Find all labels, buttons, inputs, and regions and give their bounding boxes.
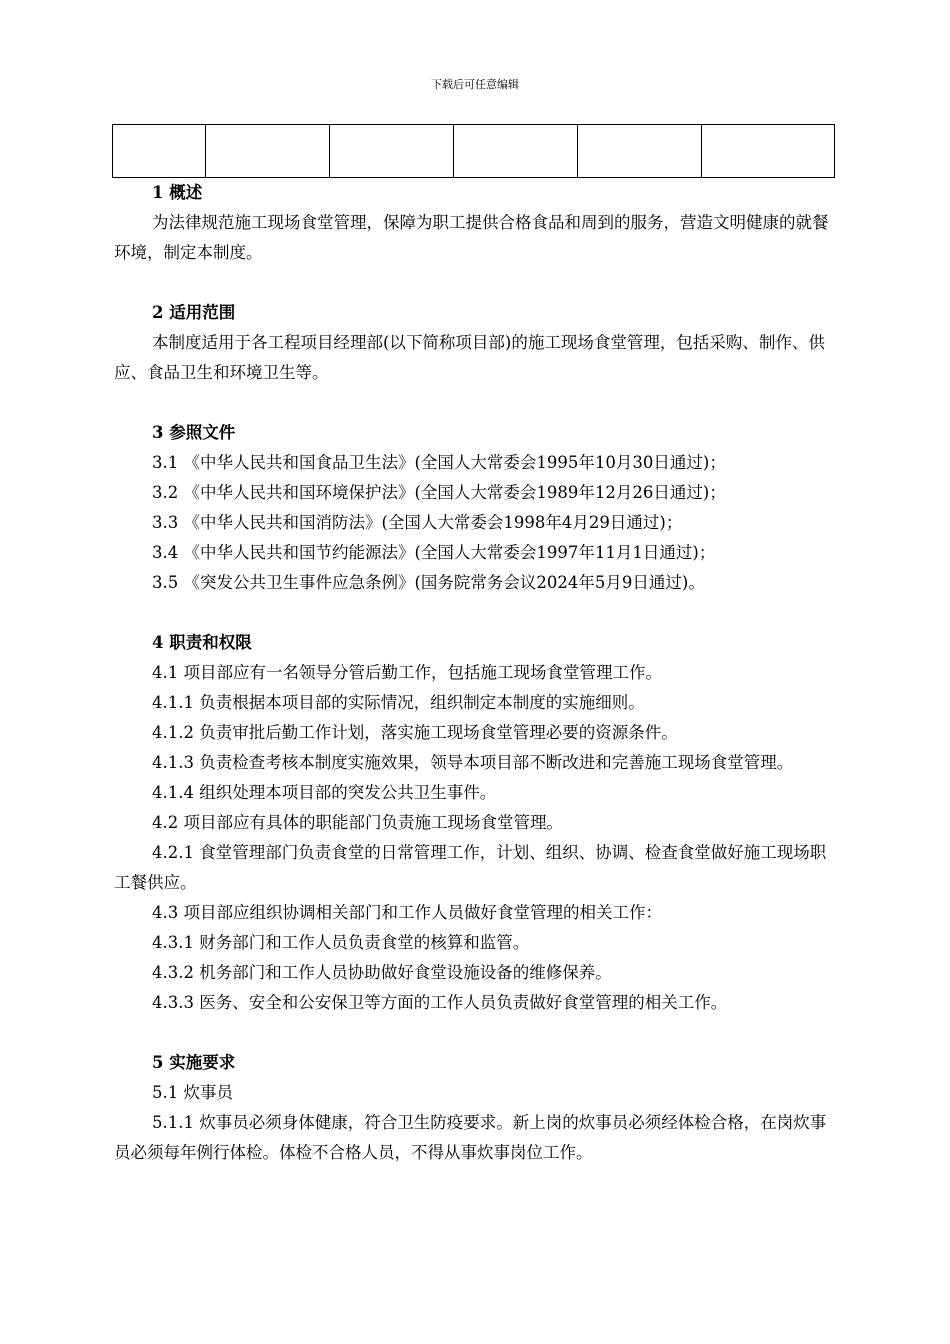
paragraph: 3.3 《中华人民共和国消防法》(全国人大常委会1998年4月29日通过)； bbox=[152, 513, 683, 532]
paragraph: 4.1.4 组织处理本项目部的突发公共卫生事件。 bbox=[152, 783, 497, 802]
paragraph: 3.2 《中华人民共和国环境保护法》(全国人大常委会1989年12月26日通过)； bbox=[152, 483, 726, 502]
blank-table bbox=[112, 124, 835, 178]
paragraph: 4.1.2 负责审批后勤工作计划，落实施工现场食堂管理必要的资源条件。 bbox=[152, 723, 678, 742]
paragraph: 5.1 炊事员 bbox=[152, 1083, 233, 1102]
table-cell bbox=[330, 125, 454, 178]
paragraph: 本制度适用于各工程项目经理部(以下简称项目部)的施工现场食堂管理，包括采购、制作、供应、食品卫生和环境卫生等。 bbox=[114, 333, 825, 382]
section-heading: 4 职责和权限 bbox=[152, 633, 252, 652]
table-cell bbox=[206, 125, 330, 178]
paragraph: 4.1.1 负责根据本项目部的实际情况，组织制定本制度的实施细则。 bbox=[152, 693, 645, 712]
paragraph: 5.1.1 炊事员必须身体健康，符合卫生防疫要求。新上岗的炊事员必须经体检合格，在岗炊事员必须每年例行体检。体检不合格人员，不得从事炊事岗位工作。 bbox=[114, 1113, 827, 1162]
section-heading: 1 概述 bbox=[152, 183, 203, 202]
paragraph: 4.3 项目部应组织协调相关部门和工作人员做好食堂管理的相关工作： bbox=[152, 903, 662, 922]
table-cell bbox=[454, 125, 578, 178]
table-cell bbox=[113, 125, 206, 178]
section-heading: 3 参照文件 bbox=[152, 423, 236, 442]
paragraph: 3.1 《中华人民共和国食品卫生法》(全国人大常委会1995年10月30日通过)； bbox=[152, 453, 726, 472]
section-heading: 2 适用范围 bbox=[152, 303, 236, 322]
paragraph: 为法律规范施工现场食堂管理，保障为职工提供合格食品和周到的服务，营造文明健康的就餐环境，制定本制度。 bbox=[114, 213, 829, 262]
table-cell bbox=[702, 125, 835, 178]
paragraph: 4.3.3 医务、安全和公安保卫等方面的工作人员负责做好食堂管理的相关工作。 bbox=[152, 993, 728, 1012]
paragraph: 4.2.1 食堂管理部门负责食堂的日常管理工作，计划、组织、协调、检查食堂做好施工现场职工餐供应。 bbox=[114, 843, 827, 892]
section-heading: 5 实施要求 bbox=[152, 1053, 236, 1072]
paragraph: 4.3.1 财务部门和工作人员负责食堂的核算和监管。 bbox=[152, 933, 530, 952]
paragraph: 3.5 《突发公共卫生事件应急条例》(国务院常务会议2024年5月9日通过)。 bbox=[152, 573, 705, 592]
paragraph: 3.4 《中华人民共和国节约能源法》(全国人大常委会1997年11月1日通过)； bbox=[152, 543, 716, 562]
table-row bbox=[113, 125, 835, 178]
table-cell bbox=[578, 125, 702, 178]
paragraph: 4.1.3 负责检查考核本制度实施效果，领导本项目部不断改进和完善施工现场食堂管理。 bbox=[152, 753, 794, 772]
page-header: 下载后可任意编辑 bbox=[431, 78, 519, 91]
document-body bbox=[114, 178, 838, 1168]
paragraph: 4.2 项目部应有具体的职能部门负责施工现场食堂管理。 bbox=[152, 813, 563, 832]
paragraph: 4.1 项目部应有一名领导分管后勤工作，包括施工现场食堂管理工作。 bbox=[152, 663, 662, 682]
paragraph: 4.3.2 机务部门和工作人员协助做好食堂设施设备的维修保养。 bbox=[152, 963, 612, 982]
